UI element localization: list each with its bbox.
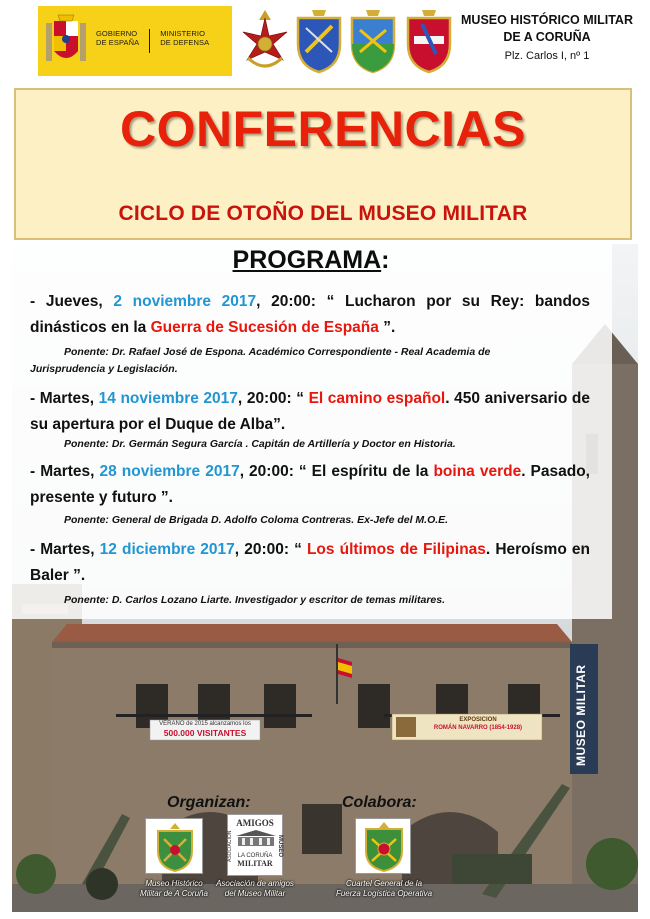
talk-3-date: 28 noviembre 2017 [99,463,240,480]
talk-1-suffix: ”. [378,319,396,336]
talk-2-speaker-line1: Ponente: Dr. Germán Segura García . Capitán de Artillería y Doctor en Historia. [64,438,456,450]
museum-name-line1: MUSEO HISTÓRICO MILITAR [461,13,633,27]
gov-line2: DE ESPAÑA [96,38,140,47]
talk-3-speaker [30,512,590,529]
talk-3-suffix: . Pasado, presente y futuro ”. [30,463,590,506]
ministry-line2: DE DEFENSA [160,38,210,47]
museum-info [452,12,642,62]
talk-3-prefix: - Martes, [30,463,100,480]
caption-association [212,879,298,899]
ministry-line1: MINISTERIO [160,29,206,38]
caption-museum-line2: Militar de A Coruña [140,889,208,898]
talk-4-speaker [30,592,590,609]
museum-logo-card [145,818,203,874]
talk-3-time: , 20:00: “ El espíritu de la [239,463,434,480]
talk-4 [30,537,590,589]
colabora-colon: : [411,794,417,811]
talk-1-speaker [30,344,590,378]
talk-2-speaker [30,436,590,453]
shield-green-icon [346,8,400,74]
talk-1-time: , 20:00: “ Lucharon por su Rey: bandos dinásticos en la [30,293,591,336]
talk-3 [30,459,590,511]
gov-line1: GOBIERNO [96,29,138,38]
talk-2-suffix: . 450 aniversario de su apertura por el Duque de Alba”. [30,390,590,433]
organizan-text: Organizan [167,794,246,811]
talk-3-highlight: boina verde [433,463,522,480]
caption-cg-line2: Fuerza Logística Operativa [335,889,433,898]
caption-museum [134,879,214,899]
asoc-word-museo: MUSEO [277,834,283,857]
banner-right [418,716,538,732]
title-box [14,88,632,240]
talk-2-highlight: El camino español [308,390,446,407]
banner-right-line1: EXPOSICION [459,717,497,723]
asoc-word-asociacion: ASOCIACIÓN [227,830,233,862]
talk-1-speaker-line1: Ponente: Dr. Rafael José de Espona. Académico Correspondiente - Real Academia de [64,346,491,358]
colabora-text: Colabora [342,794,412,811]
banner-left-line2: 500.000 VISITANTES [163,728,247,738]
program-heading-colon: : [381,246,390,274]
talk-2 [30,386,590,438]
caption-museum-line1: Museo Histórico [145,879,203,888]
organizan-colon: : [245,794,251,811]
logistics-crest-icon [356,819,412,875]
talk-4-speaker-line1: Ponente: D. Carlos Lozano Liarte. Investigador y escritor de temas militares. [64,594,446,606]
shield-red-icon [402,8,456,74]
header [0,0,650,82]
talk-1-speaker-line2: Jurisprudencia y Legislación. [30,363,178,375]
talk-4-date: 12 diciembre 2017 [99,541,235,558]
banner-left [150,720,260,738]
subtitle: CICLO DE OTOÑO DEL MUSEO MILITAR [118,202,528,225]
talk-4-prefix: - Martes, [30,541,100,558]
caption-asoc-line1: Asociación de amigos [216,879,294,888]
caption-logistics [330,879,438,899]
museum-address: Plz. Carlos I, nº 1 [504,50,590,62]
museum-crest-icon [146,819,204,875]
organizan-label [167,794,251,812]
association-logo-card [227,814,283,876]
talk-1-highlight: Guerra de Sucesión de España [150,319,379,336]
logistics-logo-card [355,818,411,874]
museum-name-line2: DE A CORUÑA [503,30,591,44]
talk-1 [30,289,590,341]
government-logo [38,6,232,76]
asoc-word-militar: MILITAR [237,859,273,868]
banner-right-line2: ROMÁN NAVARRO (1854-1928) [433,725,523,731]
talk-3-speaker-line1: Ponente: General de Brigada D. Adolfo Coloma Contreras. Ex-Jefe del M.O.E. [64,514,449,526]
main-title: CONFERENCIAS [119,101,527,157]
talk-1-date: 2 noviembre 2017 [113,293,257,310]
divider [149,29,150,53]
talk-4-time: , 20:00: “ [234,541,307,558]
asoc-word-amigos: AMIGOS [236,818,274,828]
caption-cg-line1: Cuartel General de la [345,879,423,888]
asoc-word-lacoruna: LA CORUÑA [237,853,273,859]
talk-4-highlight: Los últimos de Filipinas [306,541,486,558]
army-cross-emblem-icon [238,8,292,74]
talk-2-time: , 20:00: “ [237,390,309,407]
colabora-label [342,794,417,812]
talk-1-prefix: - Jueves, [30,293,114,310]
program-heading [0,246,622,275]
talk-2-date: 14 noviembre 2017 [98,390,238,407]
shield-blue-icon [292,8,346,74]
talk-2-prefix: - Martes, [30,390,99,407]
vertical-museum-sign: MUSEO MILITAR [574,664,588,766]
talk-4-suffix: . Heroísmo en Baler ”. [30,541,590,584]
caption-asoc-line2: del Museo Militar [224,889,286,898]
program-heading-text: PROGRAMA [232,246,382,274]
banner-left-line1: VERANO de 2015 alcanzamos los [159,721,251,727]
spain-coat-of-arms-icon [44,13,88,69]
